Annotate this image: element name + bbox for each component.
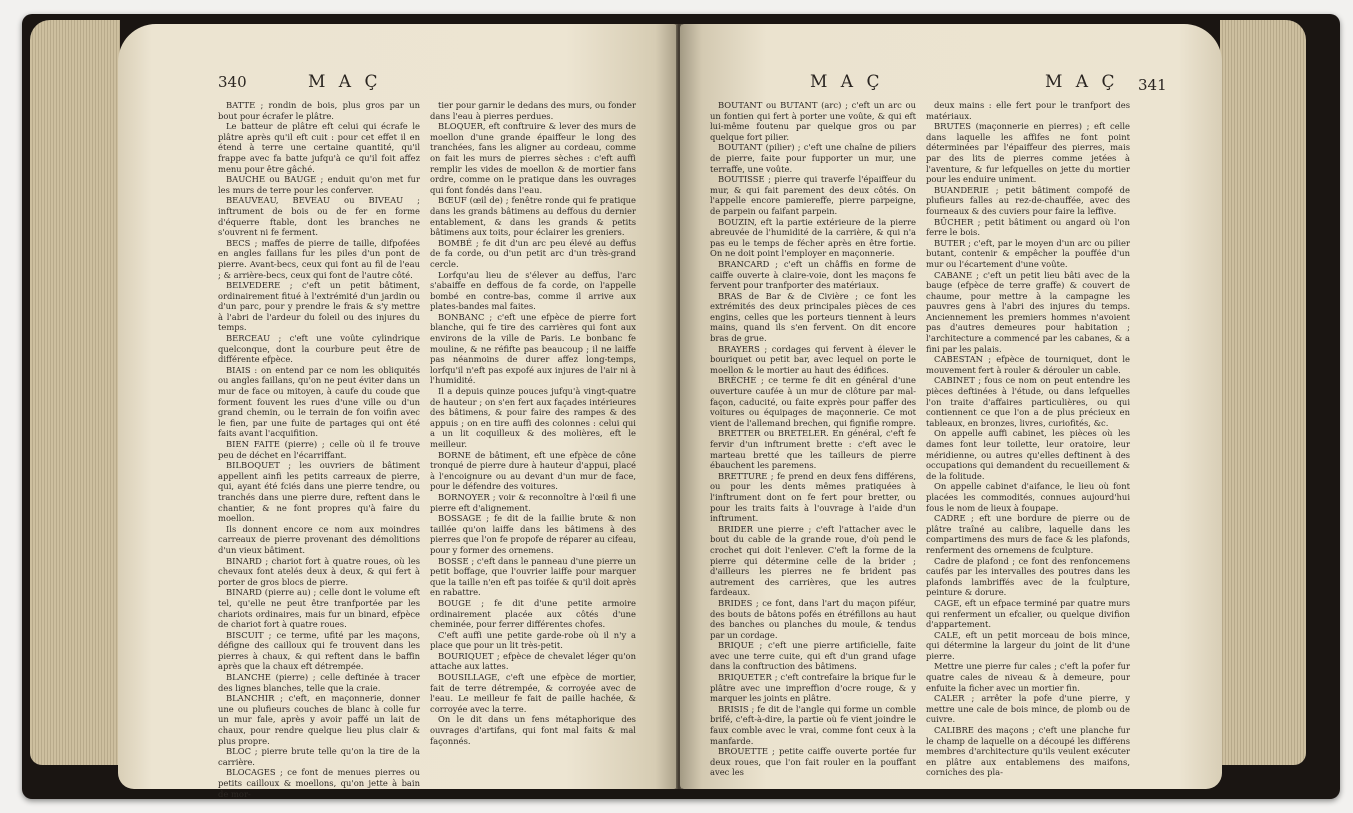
dictionary-entry: Il a depuis quinze pouces jufqu'à vingt-quatre de hauteur ; on s'en fert aux façades intérieures des bâtimens, & pour faire des rampes & des appuis ; on en tire auffi des colonnes : celui qui a un lit coquilleux & des molières, eft le meilleur.	[430, 386, 636, 449]
dictionary-entry: Cadre de plafond ; ce font des renfoncemens caufés par les intervalles des poutres dans les plafonds lambriffés avec de la fculpture, peinture & dorure.	[926, 555, 1130, 598]
dictionary-entry: BLOC ; pierre brute telle qu'on la tire de la carrière.	[218, 746, 420, 767]
dictionary-entry: BRANCARD ; c'eft un châffis en forme de caiffe ouverte à claire-voie, dont les maçons fe fervent pour tranfporter des matériaux.	[710, 258, 916, 291]
right-page	[680, 24, 1222, 789]
right-page-edges	[1220, 20, 1306, 765]
dictionary-entry: BOUGE ; fe dit d'une petite armoire ordinairement placée aux côtés d'une cheminée, pour ferrer différentes chofes.	[430, 597, 636, 630]
dictionary-entry: BOUTISSE ; pierre qui traverfe l'épaiffeur du mur, & qui fait parement des deux côtés. On l'appelle encore pamiereffe, pierre parpeigne, de parpein ou faifant parpein.	[710, 174, 916, 216]
dictionary-entry: CABANE ; c'eft un petit lieu bâti avec de la bauge (efpèce de terre graffe) & couvert de chaume, pour mettre à la campagne les pauvres gens à l'abri des injures du temps. Anciennement les premiers hommes n'avoient pas d'autres demeures pour habitation ; l'architecture a commencé par les cabanes, & a fini par les palais.	[926, 269, 1130, 354]
dictionary-entry: CADRE ; eft une bordure de pierre ou de plâtre traîné au calibre, laquelle dans les compartimens des murs de face & les plafonds, renferment des ornemens de fculpture.	[926, 513, 1130, 555]
dictionary-entry: BRIQUETER ; c'eft contrefaire la brique fur le plâtre avec une impreffion d'ocre rouge, & y marquer les joints en plâtre.	[710, 672, 916, 704]
dictionary-entry: BUANDERIE ; petit bâtiment compofé de plufieurs falles au rez-de-chauffée, avec des fourneaux & des cuviers pour faire la leffive.	[926, 184, 1130, 216]
dictionary-entry: CAGE, eft un efpace terminé par quatre murs qui renferment un efcalier, ou quelque divifion d'appartement.	[926, 597, 1130, 630]
dictionary-entry: BEAUVEAU, BEVEAU ou BIVEAU ; inftrument de bois ou de fer en forme d'équerre ftable, dont les branches ne s'ouvrent ni fe ferment.	[218, 195, 420, 238]
dictionary-entry: CALE, eft un petit morceau de bois mince, qui détermine la largeur du joint de lit d'une pierre.	[926, 629, 1130, 661]
dictionary-entry: BOMBÉ ; fe dit d'un arc peu élevé au deffus de fa corde, ou d'un petit arc d'un très-grand cercle.	[430, 237, 636, 269]
dictionary-entry: BRUTES (maçonnerie en pierres) ; eft celle dans laquelle les affifes ne font point déterminées par l'épaiffeur des pierres, mais par des lits de pierres comme jetées à l'aventure, & fur lefquelles on jette du mortier pour les enduire uniment.	[926, 121, 1130, 185]
dictionary-entry: BINARD ; chariot fort à quatre roues, où les chevaux font atelés deux à deux, & qui fert à porter de gros blocs de pierre.	[218, 555, 420, 587]
dictionary-entry: BRÈCHE ; ce terme fe dit en général d'une ouverture caufée à un mur de clôture par mal-façon, caducité, ou faite exprès pour paffer des voitures ou équipages de maçonnerie. Ce mot vient de l'allemand brechen, qui fignifie rompre.	[710, 375, 916, 428]
right-page-number: 341	[1138, 76, 1167, 94]
dictionary-entry: BIEN FAITE (pierre) ; celle où il fe trouve peu de déchet en l'écarriffant.	[218, 439, 420, 460]
dictionary-entry: CALIBRE des maçons ; c'eft une planche fur le champ de laquelle on a découpé les différens membres d'architecture qu'ils veulent exécuter en plâtre aux entablemens des maifons, corniches des pla-	[926, 725, 1130, 778]
dictionary-entry: BROUETTE ; petite caiffe ouverte portée fur deux roues, que l'on fait rouler en la pouffant avec les	[710, 746, 916, 778]
dictionary-entry: C'eft auffi une petite garde-robe où il n'y a place que pour un lit très-petit.	[430, 629, 636, 651]
right-running-head-inner: M A Ç	[810, 72, 884, 92]
dictionary-entry: Lorfqu'au lieu de s'élever au deffus, l'arc s'abaiffe en deffous de fa corde, on l'appelle bombé en contre-bas, comme il arrive aux plates-bandes mal faites.	[430, 269, 636, 312]
dictionary-entry: BOUTANT ou BUTANT (arc) ; c'eft un arc ou un fontien qui fert à porter une voûte, & qui eft lui-même foutenu par quelque gros ou par quelque fort pilier.	[710, 100, 916, 142]
dictionary-entry: BOSSAGE ; fe dit de la faillie brute & non taillée qu'on laiffe dans les bâtimens à des pierres que l'on fe propofe de réparer au cifeau, pour y former des ornemens.	[430, 513, 636, 555]
dictionary-entry: BÛCHER ; petit bâtiment ou angard où l'on ferre le bois.	[926, 216, 1130, 238]
right-running-head: M A Ç	[1045, 72, 1119, 92]
left-page-edges	[30, 20, 120, 765]
dictionary-entry: BŒUF (œil de) ; fenêtre ronde qui fe pratique dans les grands bâtimens au deffous du dernier entablement, & dans les grands & petits bâtimens aux toits, pour éclairer les greniers.	[430, 195, 636, 238]
dictionary-entry: BORNOYER ; voir & reconnoître à l'œil fi une pierre eft d'alignement.	[430, 491, 636, 513]
dictionary-entry: CABINET ; fous ce nom on peut entendre les pièces deftinées à l'étude, ou dans lefquelles l'on traite d'affaires particulières, ou qui contiennent ce que l'on a de plus précieux en tableaux, en bronzes, livres, curiofités, &c.	[926, 375, 1130, 428]
left-column-2	[430, 100, 636, 746]
dictionary-entry: BORNE de bâtiment, eft une efpèce de cône tronqué de pierre dure à hauteur d'appui, placé à l'encoignure ou au devant d'un mur de face, pour le défendre des voitures.	[430, 449, 636, 492]
dictionary-entry: BILBOQUET ; les ouvriers de bâtiment appellent ainfi les petits carreaux de pierre, qui, ayant été fciés dans une pierre tendre, ou tranchés dans une pierre dure, reftent dans le chantier, & ne font propres qu'à faire du moellon.	[218, 460, 420, 524]
dictionary-entry: tier pour garnir le dedans des murs, ou fonder dans l'eau à pierres perdues.	[430, 100, 636, 121]
left-running-head: M A Ç	[308, 72, 382, 92]
dictionary-entry: BATTE ; rondin de bois, plus gros par un bout pour écrafer le plâtre.	[218, 100, 420, 121]
dictionary-entry: BOUSILLAGE, c'eft une efpèce de mortier, fait de terre détrempée, & corroyée avec de l'eau. Le meilleur fe fait de paille hachée, & corroyée avec la terre.	[430, 672, 636, 714]
dictionary-entry: BIAIS : on entend par ce nom les obliquités ou angles faillans, qu'on ne peut éviter dans un mur de face ou mitoyen, à caufe du coude que forment fouvent les rues d'une ville ou d'un grand chemin, ou le terrain de fon voifin avec le fien, par une fuite de partages qui ont été faits avant l'acquifition.	[218, 364, 420, 439]
dictionary-entry: BELVEDERE ; c'eft un petit bâtiment, ordinairement fitué à l'extrémité d'un jardin ou d'un parc, pour y prendre le frais & s'y mettre à l'abri de l'ardeur du foleil ou des injures du temps.	[218, 280, 420, 333]
dictionary-entry: BRIDES ; ce font, dans l'art du maçon piféur, des bouts de bâtons pofés en étréfillons au haut des banches ou planches du moule, & tendus par un cordage.	[710, 597, 916, 640]
dictionary-entry: BRISIS ; fe dit de l'angle qui forme un comble brifé, c'eft-à-dire, la partie où fe vient joindre le faux comble avec le vrai, comme font ceux à la manfarde.	[710, 703, 916, 746]
dictionary-entry: BLOQUER, eft conftruire & lever des murs de moellon d'une grande épaiffeur le long des tranchées, fans les aligner au cordeau, comme on fait les murs de pierres sèches : c'eft auffi remplir les vides de moellon & de mortier fans ordre, comme on le pratique dans les ouvrages qui font fondés dans l'eau.	[430, 121, 636, 195]
dictionary-entry: BOURIQUET ; efpèce de chevalet léger qu'on attache aux lattes.	[430, 650, 636, 672]
dictionary-entry: On appelle auffi cabinet, les pièces où les dames font leur toilette, leur oratoire, leur méridienne, ou autres qu'elles deftinent à des occupations qui demandent du recueillement & de la folitude.	[926, 428, 1130, 481]
dictionary-entry: BOUZIN, eft la partie extérieure de la pierre abreuvée de l'humidité de la carrière, & qui n'a pas eu le temps de fécher après en être fortie. On ne doit point l'employer en maçonnerie.	[710, 216, 916, 259]
dictionary-entry: BINARD (pierre au) ; celle dont le volume eft tel, qu'elle ne peut être tranfportée par les chariots ordinaires, mais fur un binard, efpèce de chariot fort à quatre roues.	[218, 587, 420, 630]
dictionary-entry: BLANCHE (pierre) ; celle deftinée à tracer des lignes blanches, telle que la craie.	[218, 672, 420, 693]
dictionary-entry: BRETTER ou BRETELER. En général, c'eft fe fervir d'un inftrument brette : c'eft avec le marteau bretté que les tailleurs de pierre ébauchent les paremens.	[710, 428, 916, 471]
right-column-1	[710, 100, 916, 778]
dictionary-entry: CALER ; arrêter la pofe d'une pierre, y mettre une cale de bois mince, de plomb ou de cuivre.	[926, 693, 1130, 725]
dictionary-entry: BOSSE ; c'eft dans le panneau d'une pierre un petit boffage, que l'ouvrier laiffe pour marquer que la taille n'en eft pas toifée & qu'il doit après en rabattre.	[430, 555, 636, 598]
left-page-number: 340	[218, 73, 247, 91]
left-column-1	[218, 100, 420, 799]
dictionary-entry: CABESTAN ; efpèce de tourniquet, dont le mouvement fert à rouler & dérouler un cable.	[926, 354, 1130, 375]
dictionary-entry: BERCEAU ; c'eft une voûte cylindrique quelconque, dont la courbure peut être de différente efpèce.	[218, 333, 420, 365]
left-page	[118, 24, 678, 799]
dictionary-entry: BISCUIT ; ce terme, ufité par les maçons, défigne des cailloux qui fe trouvent dans les pierres à chaux, & qui reftent dans le baffin après que la chaux eft détrempée.	[218, 629, 420, 672]
dictionary-entry: BUTER ; c'eft, par le moyen d'un arc ou pilier butant, contenir & empêcher la pouffée d'un mur ou l'écartement d'une voûte.	[926, 237, 1130, 269]
dictionary-entry: On le dit dans un fens métaphorique des ouvrages d'artifans, qui font mal faits & mal façonnés.	[430, 714, 636, 746]
dictionary-entry: deux mains : elle fert pour le tranfport des matériaux.	[926, 100, 1130, 121]
dictionary-entry: BRAS de Bar & de Civière ; ce font les extrémités des deux principales pièces de ces engins, celles que les porteurs tiennent à leurs mains, quand ils s'en fervent. On dit encore bras de grue.	[710, 290, 916, 344]
dictionary-entry: BRETTURE ; fe prend en deux fens différens, ou pour les dents mêmes pratiquées à l'inftrument dont on fe fert pour bretter, ou pour les traits faits à l'ouvrage à l'aide d'un inftrument.	[710, 470, 916, 524]
dictionary-entry: BRIDER une pierre ; c'eft l'attacher avec le bout du cable de la grande roue, d'où pend le crochet qui doit l'enlever. C'eft la forme de la pierre qui détermine celle de la brider ; d'ailleurs les pierres ne fe brident pas autrement des carrières, que les autres fardeaux.	[710, 523, 916, 598]
dictionary-entry: Le batteur de plâtre eft celui qui écrafe le plâtre après qu'il eft cuit : pour cet effet il en étend à terre une certaine quantité, qu'il frappe avec fa batte jufqu'à ce qu'il foit affez menu pour être gâché.	[218, 121, 420, 174]
dictionary-entry: Mettre une pierre fur cales ; c'eft la pofer fur quatre cales de niveau & à demeure, pour enfuite la ficher avec un mortier fin.	[926, 661, 1130, 693]
right-column-2	[926, 100, 1130, 778]
dictionary-entry: BECS ; maffes de pierre de taille, difpofées en angles faillans fur les piles d'un pont de pierre. Avant-becs, ceux qui font au fil de l'eau ; & arrière-becs, ceux qui font de l'autre côté.	[218, 237, 420, 280]
dictionary-entry: BRAYERS ; cordages qui fervent à élever le bouriquet ou petit bar, avec lequel on porte le moellon & le mortier au haut des édifices.	[710, 343, 916, 375]
dictionary-entry: BONBANC ; c'eft une efpèce de pierre fort blanche, qui fe tire des carrières qui font aux environs de la ville de Paris. Le bonbanc fe mouline, & ne réfifte pas beaucoup ; il ne laiffe pas néanmoins de durer affez long-temps, lorfqu'il n'eft pas expofé aux injures de l'air ni à l'humidité.	[430, 311, 636, 386]
dictionary-entry: BAUCHE ou BAUGE ; enduit qu'on met fur les murs de terre pour les conferver.	[218, 174, 420, 195]
dictionary-entry: BOUTANT (pilier) ; c'eft une chaîne de piliers de pierre, faite pour fupporter un mur, une terraffe, une voûte.	[710, 142, 916, 174]
dictionary-entry: BLOCAGES ; ce font de menues pierres ou petits cailloux & moellons, qu'on jette à bain de mor-	[218, 767, 420, 799]
dictionary-entry: Ils donnent encore ce nom aux moindres carreaux de pierre provenant des démolitions d'un vieux bâtiment.	[218, 523, 420, 555]
left-page-header	[218, 72, 658, 91]
dictionary-entry: On appelle cabinet d'aifance, le lieu où font placées les commodités, connues aujourd'hui fous le nom de lieux à foupape.	[926, 481, 1130, 513]
dictionary-entry: BLANCHIR ; c'eft, en maçonnerie, donner une ou plufieurs couches de blanc à colle fur un mur fale, après y avoir paffé un lait de chaux, pour rendre quelque lieu plus clair & plus propre.	[218, 693, 420, 746]
dictionary-entry: BRIQUE ; c'eft une pierre artificielle, faite avec une terre cuite, qui eft d'un grand ufage dans la conftruction des bâtimens.	[710, 640, 916, 672]
